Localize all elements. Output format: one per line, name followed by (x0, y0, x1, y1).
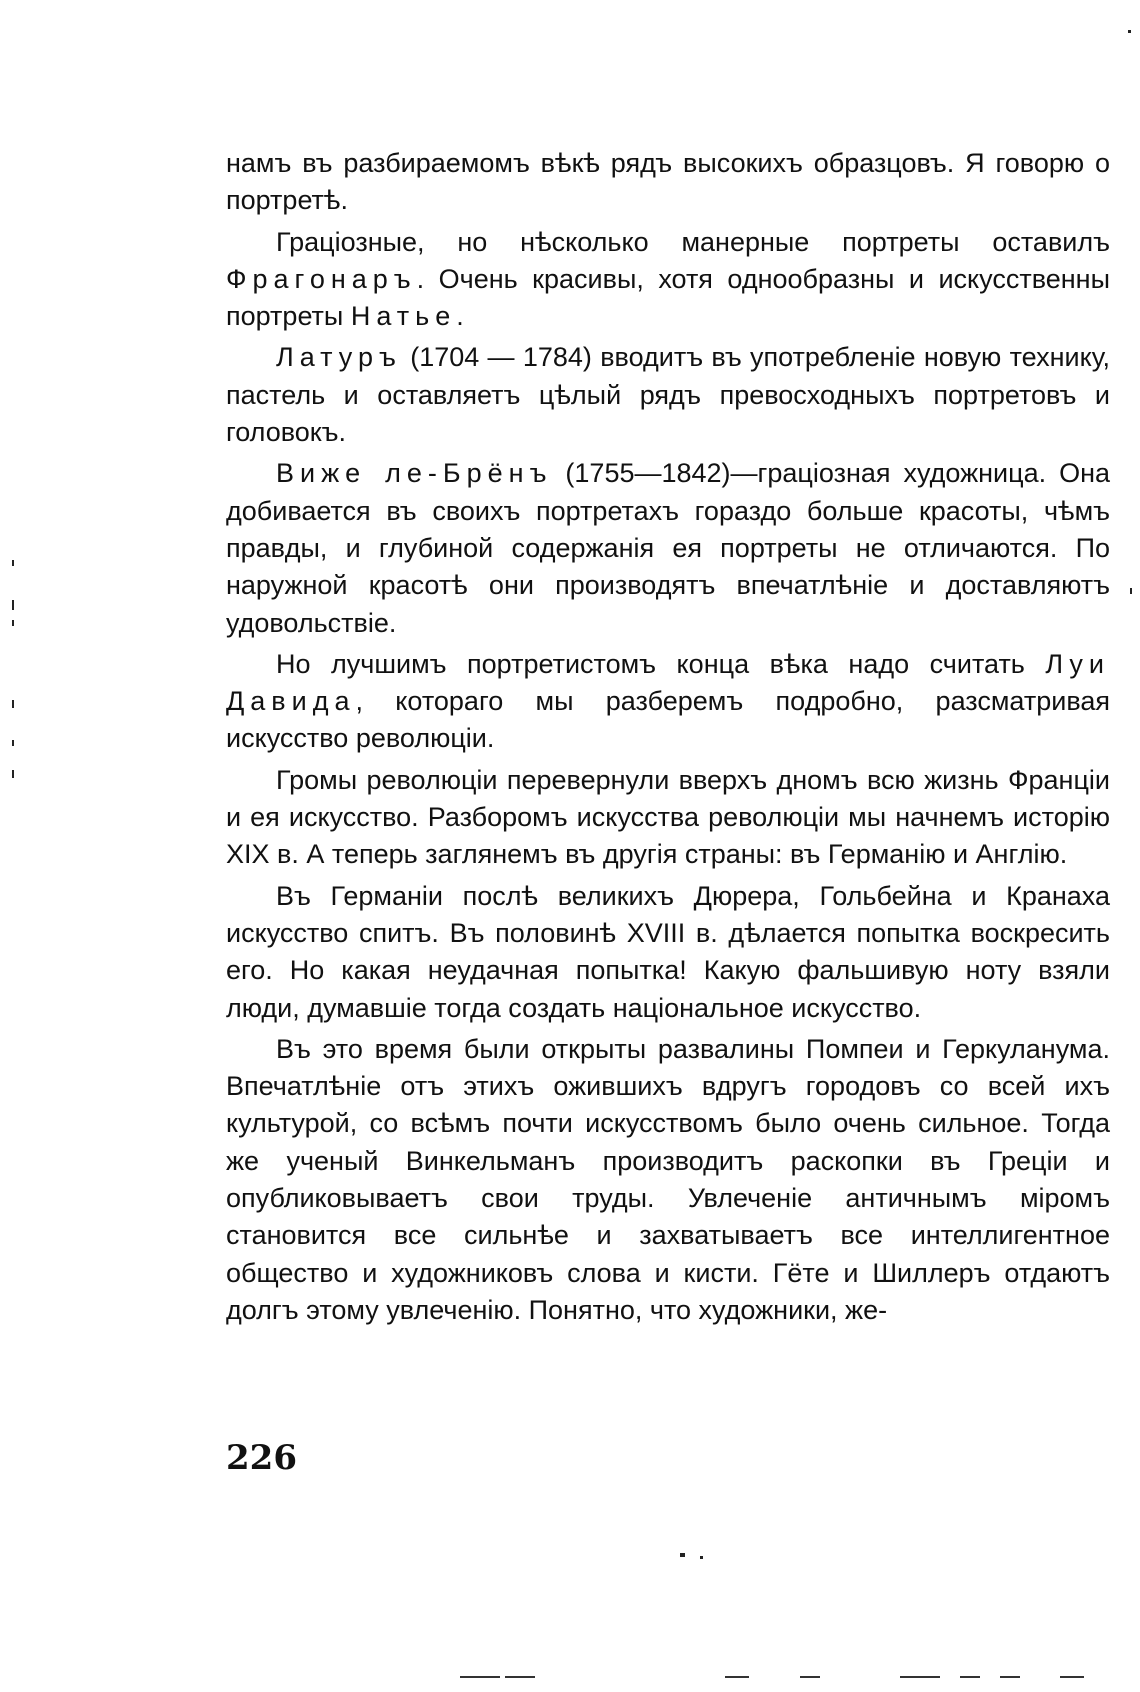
paragraph-6 (226, 762, 1110, 874)
scan-dash (460, 1676, 500, 1678)
text-run: . Очень красивы, хотя однообразны и искусственны портреты (226, 263, 1110, 332)
spaced-name-vigee-lebrun: Виже ле-Брёнъ (276, 458, 553, 489)
scan-dash (1000, 1676, 1020, 1678)
scan-dash (900, 1676, 940, 1678)
scan-speck (12, 770, 14, 778)
scan-speck (12, 620, 14, 626)
text-run: (1755—1842)—граціозная художница. Она добивается въ своихъ портретахъ гораздо больше красоты, чѣмъ правды, и глубиной содержанія ея портреты не отличаются. По наружной красотѣ они производятъ впечатлѣніе и доставляютъ удовольствіе. (226, 458, 1111, 638)
paragraph-2 (226, 224, 1110, 336)
scan-dash (960, 1676, 980, 1678)
scan-speck (680, 1553, 685, 1557)
paragraph-4 (226, 455, 1110, 641)
spaced-name-latour: Латуръ (276, 342, 402, 373)
text-run: (1704 — 1784) вводитъ въ употребленіе новую технику, пастель и оставляетъ цѣлый рядъ превосходныхъ портретовъ и головокъ. (226, 342, 1110, 448)
paragraph-8 (226, 1031, 1110, 1329)
text-run: Въ это время были открыты развалины Помпеи и Геркуланума. Впечатлѣніе отъ этихъ ожившихъ вдругъ городовъ со всей ихъ культурой, со всѣмъ почти искусствомъ было очень сильное. Тогда же ученый Винкельманъ производитъ раскопки въ Греціи и опубликовываетъ свои труды. Увлеченіе античнымъ міромъ становится все сильнѣе и захватываетъ все интеллигентное общество и художниковъ слова и кисти. Гёте и Шиллеръ отдаютъ долгъ этому увлеченію. Понятно, что художники, же- (226, 1033, 1110, 1325)
text-run: Громы революціи перевернули вверхъ дномъ всю жизнь Франціи и ея искусство. Разборомъ искусства революціи мы начнемъ исторію XIX в. А теперь заглянемъ въ другія страны: въ Германію и Англію. (226, 764, 1110, 870)
spaced-name-fragonard: Фрагонаръ (226, 263, 417, 294)
paragraph-5 (226, 646, 1110, 758)
spaced-name-nattier: Натье (350, 301, 457, 332)
scan-speck (700, 1556, 703, 1559)
text-run: Въ Германіи послѣ великихъ Дюрера, Гольбейна и Кранаха искусство спитъ. Въ половинѣ XVIII в. дѣлается попытка воскресить его. Но какая неудачная попытка! Какую фальшивую ноту взяли люди, думавшіе тогда создать національное искусство. (226, 880, 1110, 1023)
text-run: намъ въ разбираемомъ вѣкѣ рядъ высокихъ образцовъ. Я говорю о портретѣ. (226, 148, 1110, 216)
text-run: Но лучшимъ портретистомъ конца вѣка надо считать (276, 648, 1046, 679)
scan-speck (12, 600, 14, 610)
scan-speck (1128, 30, 1131, 33)
text-run: . (456, 301, 464, 332)
scan-dash (725, 1676, 749, 1678)
body-text (226, 145, 1110, 1329)
text-run: Граціозные, но нѣсколько манерные портреты оставилъ (276, 226, 1110, 257)
text-run: , котораго мы разберемъ подробно, разсматривая искусство революціи. (226, 686, 1110, 754)
scan-dash (800, 1676, 820, 1678)
spaced-name-david: Луи Давида (226, 648, 1110, 717)
scan-dash (505, 1676, 535, 1678)
paragraph-7 (226, 878, 1110, 1027)
paragraph-3 (226, 339, 1110, 451)
scan-dash (1060, 1676, 1084, 1678)
paragraph-1 (226, 145, 1110, 220)
page-number: 226 (226, 1438, 297, 1478)
scan-speck (12, 560, 14, 566)
scan-speck (12, 700, 14, 708)
scan-speck (1130, 588, 1132, 594)
scan-speck (12, 740, 14, 746)
